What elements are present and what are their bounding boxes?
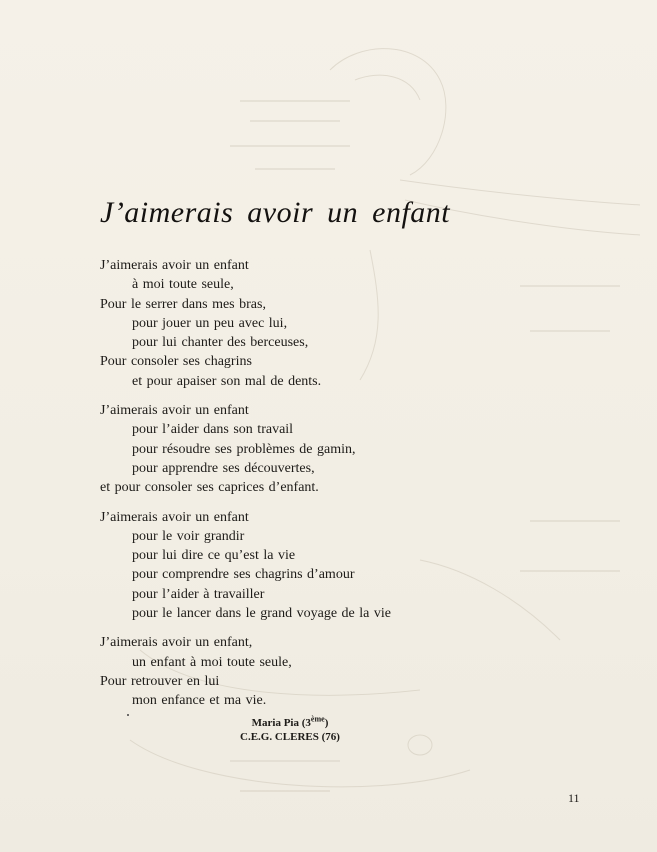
poem-line: J’aimerais avoir un enfant (100, 258, 249, 273)
author-name: Maria Pia (251, 717, 299, 729)
poem-line: pour résoudre ses problèmes de gamin, (132, 441, 356, 457)
grade-prefix: (3 (301, 717, 311, 729)
poem-line: pour jouer un peu avec lui, (132, 315, 288, 331)
poem-line: pour lui chanter des berceuses, (132, 335, 309, 351)
poem-line: à moi toute seule, (132, 277, 234, 293)
stanza-4 (100, 633, 520, 710)
poem-line: mon enfance et ma vie. (132, 693, 267, 709)
poem-line: pour lui dire ce qu’est la vie (132, 548, 296, 564)
poem-line: Pour le serrer dans mes bras, (100, 296, 266, 312)
poem-line: Pour consoler ses chagrins (100, 354, 252, 370)
poem-line: Pour retrouver en lui (100, 673, 220, 689)
poem-line: pour l’aider à travailler (132, 586, 265, 602)
page-number: 11 (568, 791, 580, 805)
poem-line: et pour apaiser son mal de dents. (132, 373, 322, 389)
grade-suffix: ) (324, 717, 329, 729)
poem-line: J’aimerais avoir un enfant (100, 403, 249, 419)
poem-line: pour comprendre ses chagrins d’amour (132, 567, 355, 583)
stanza-2 (100, 401, 520, 497)
poem-line: pour le voir grandir (132, 528, 245, 544)
signature (200, 716, 380, 744)
poem-line: J’aimerais avoir un enfant (100, 509, 249, 525)
poem-line: un enfant à moi toute seule, (132, 654, 292, 670)
stanza-1 (100, 256, 520, 391)
school-name: C.E.G. CLERES (76) (240, 731, 340, 743)
poem-line: pour le lancer dans le grand voyage de la vie (132, 606, 391, 622)
poem-line: J’aimerais avoir un enfant, (100, 635, 253, 651)
poem-line: pour apprendre ses découvertes, (132, 460, 315, 476)
grade-superscript: ème (310, 714, 325, 724)
ink-dot (127, 714, 129, 716)
author-line (200, 716, 380, 730)
poem-line: pour l’aider dans son travail (132, 422, 294, 438)
poem-line: et pour consoler ses caprices d’enfant. (100, 480, 319, 496)
poem-title: J’aimerais avoir un enfant (100, 196, 451, 229)
stanza-3 (100, 508, 520, 624)
